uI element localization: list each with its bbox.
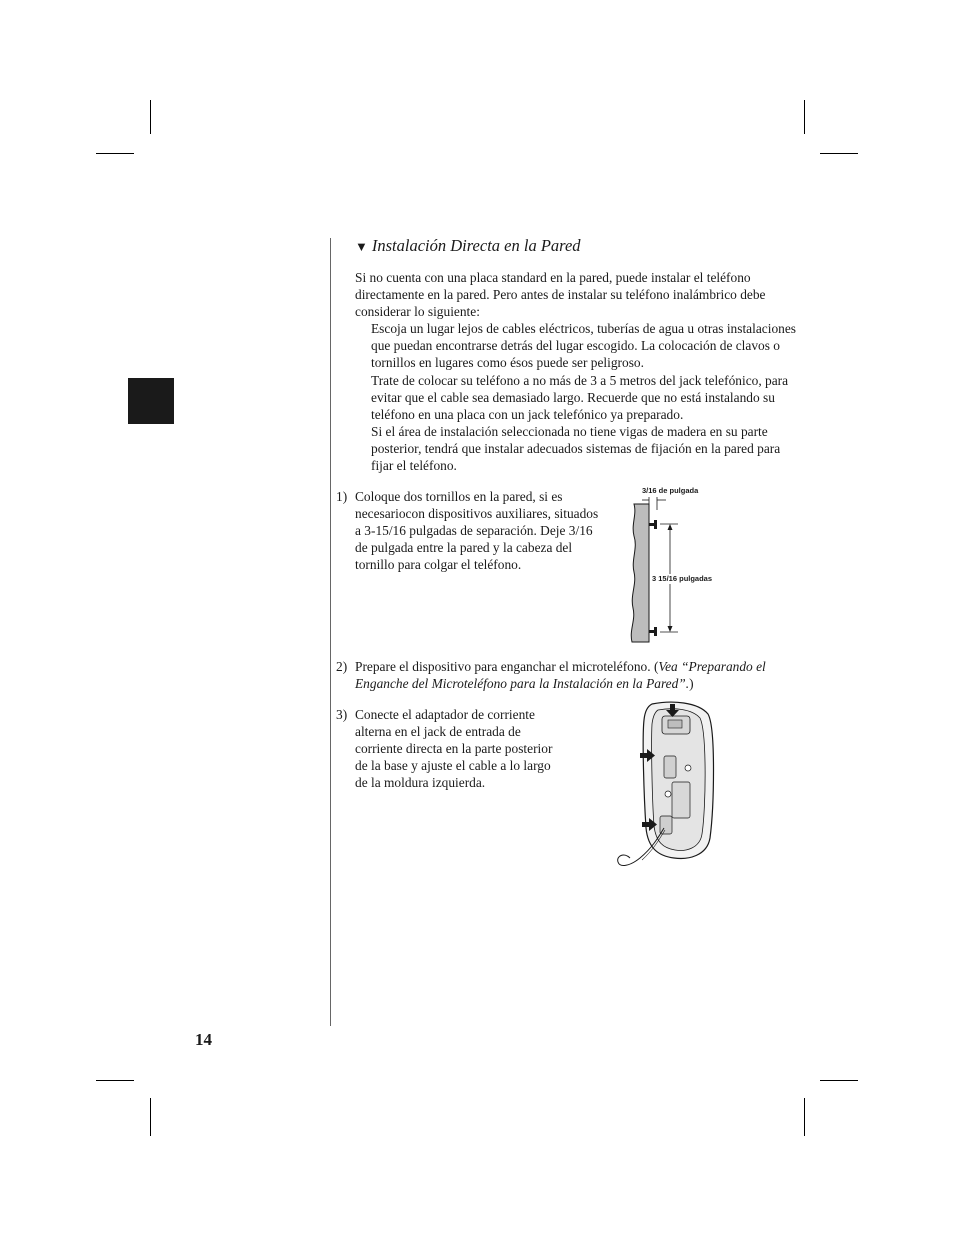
crop-mark	[150, 100, 151, 134]
consideration-line: posterior, tendrá que instalar adecuados sistemas de fijación en la pared para	[371, 441, 781, 456]
step-line: )	[689, 676, 694, 691]
step-number: 1)	[336, 489, 348, 504]
triangle-marker-icon: ▼	[355, 239, 368, 254]
consideration-line: que puedan encontrarse detrás del lugar escogido. La colocación de clavos o	[371, 338, 780, 353]
wall-section	[631, 504, 649, 642]
step-line: tornillo para colgar el teléfono.	[355, 557, 522, 572]
page-number: 14	[195, 1030, 212, 1049]
consideration-line: Escoja un lugar lejos de cables eléctricos, tuberías de agua u otras instalaciones	[371, 321, 796, 336]
step-line: Coloque dos tornillos en la pared, si es	[355, 489, 563, 504]
section-tab	[128, 378, 174, 424]
step-line: corriente directa en la parte posterior	[355, 741, 553, 756]
consideration-3	[371, 423, 780, 474]
step-line: alterna en el jack de entrada de	[355, 724, 521, 739]
screw-spacing-figure	[620, 480, 730, 648]
screw-top-icon	[649, 520, 657, 529]
step-reference-italic: Vea “Preparando el	[658, 659, 766, 674]
consideration-2	[371, 372, 788, 423]
step-line: a 3-15/16 pulgadas de separación. Deje 3/16	[355, 523, 593, 538]
phone-base-rear-figure	[612, 698, 722, 870]
section-heading	[355, 236, 581, 256]
consideration-line: evitar que el cable sea demasiado largo. Recuerde que no está instalando su	[371, 390, 775, 405]
intro-paragraph	[355, 269, 765, 320]
consideration-line: fijar el teléfono.	[371, 458, 457, 473]
section-heading-text: Instalación Directa en la Pared	[371, 236, 581, 255]
crop-mark	[820, 153, 858, 154]
step-reference-italic: Enganche del Microteléfono para la Instalación en la Pared”.	[355, 676, 690, 691]
crop-mark	[96, 1080, 134, 1081]
step-1-text	[355, 488, 598, 573]
crop-mark	[804, 100, 805, 134]
step-3-text	[355, 706, 552, 791]
step-line: Prepare el dispositivo para enganchar el microteléfono. (	[355, 659, 659, 674]
consideration-line: Si el área de instalación seleccionada no tiene vigas de madera en su parte	[371, 424, 768, 439]
crop-mark	[804, 1098, 805, 1136]
crop-mark	[96, 153, 134, 154]
margin-rule	[330, 238, 331, 1026]
step-line: de la base y ajuste el cable a lo largo	[355, 758, 551, 773]
intro-line: considerar lo siguiente:	[355, 304, 480, 319]
consideration-line: teléfono en una placa con un jack telefónico ya preparado.	[371, 407, 684, 422]
step-number: 3)	[336, 707, 348, 722]
screw-bottom-icon	[649, 627, 657, 636]
step-line: Conecte el adaptador de corriente	[355, 707, 535, 722]
label-3-15-16-inches: 3 15/16 pulgadas	[652, 574, 713, 583]
crop-mark	[820, 1080, 858, 1081]
crop-mark	[150, 1098, 151, 1136]
step-number: 2)	[336, 659, 348, 674]
consideration-line: tornillos en lugares como ésos puede ser peligroso.	[371, 355, 644, 370]
consideration-1	[371, 320, 796, 371]
intro-line: directamente en la pared. Pero antes de instalar su teléfono inalámbrico debe	[355, 287, 766, 302]
consideration-line: Trate de colocar su teléfono a no más de 3 a 5 metros del jack telefónico, para	[371, 373, 789, 388]
step-line: de la moldura izquierda.	[355, 775, 486, 790]
step-2-text	[355, 658, 766, 692]
intro-line: Si no cuenta con una placa standard en la pared, puede instalar el teléfono	[355, 270, 751, 285]
step-line: de pulgada entre la pared y la cabeza del	[355, 540, 573, 555]
label-3-16-inch: 3/16 de pulgada	[642, 486, 699, 495]
step-line: necesariocon dispositivos auxiliares, situados	[355, 506, 599, 521]
